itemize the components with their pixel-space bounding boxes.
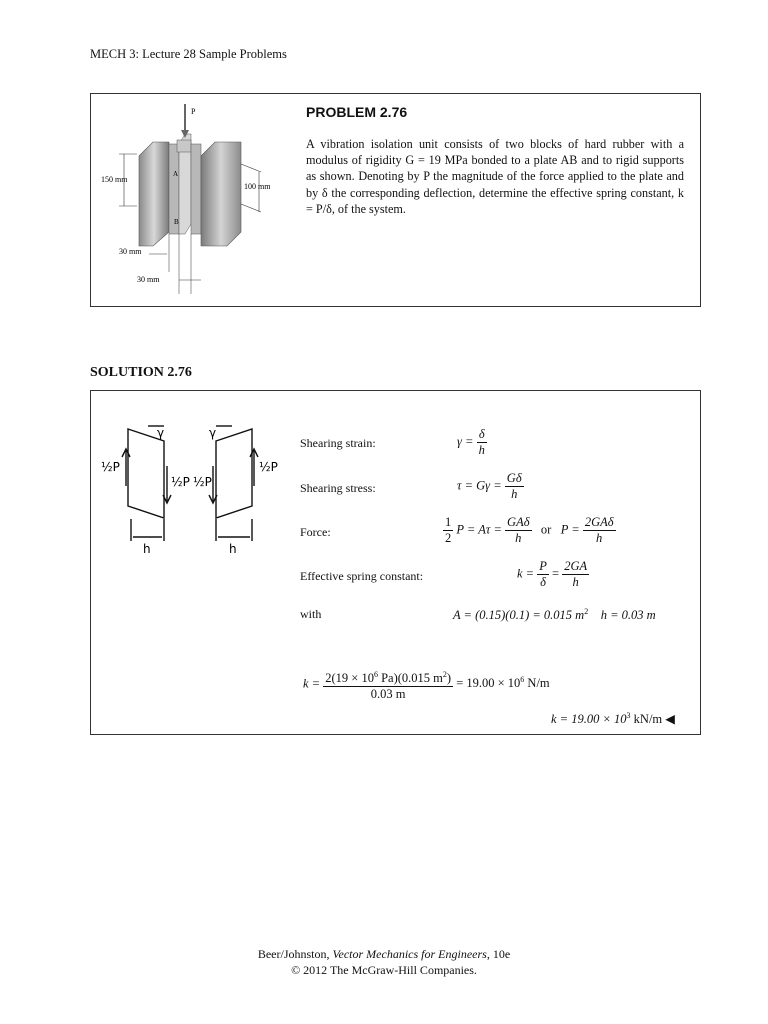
- rubber-block-figure: [91, 94, 306, 306]
- eq-final-num-exp2: 2: [442, 670, 447, 679]
- half-p-label-1: ½P: [101, 460, 120, 474]
- width2-label: 30 mm: [137, 275, 160, 284]
- gamma-label-2: γ: [209, 426, 217, 440]
- footer-line-1: [0, 946, 768, 962]
- eq-final-rhs-b: N/m: [524, 676, 550, 691]
- load-label: P: [191, 107, 196, 116]
- eq-stress-lhs: τ = Gγ =: [457, 478, 502, 493]
- footer-author: Beer/Johnston,: [257, 947, 333, 961]
- eq-k-num2: 2GA: [564, 559, 588, 573]
- depth-label: 100 mm: [244, 182, 271, 191]
- half-p-label-3: ½P: [193, 475, 212, 489]
- eq-final: [303, 667, 550, 702]
- eq-force-num2: 2GAδ: [584, 515, 614, 529]
- h-label-2: h: [229, 542, 237, 556]
- half-p-label-2: ½P: [171, 475, 190, 489]
- eq-k-lhs: k =: [517, 566, 535, 581]
- problem-title: PROBLEM 2.76: [306, 104, 408, 120]
- eq-final-rhs-exp: 6: [520, 675, 525, 685]
- solution-box: [90, 390, 701, 735]
- eq-strain-den: h: [478, 443, 485, 457]
- answer-a: k = 19.00 × 10: [551, 712, 627, 727]
- problem-text: A vibration isolation unit consists of two blocks of hard rubber with a modulus of rigidity G = 19 MPa bonded to a plate AB and to rigid supports as shown. Denoting by P the magnitude of the force applied to the plate and by δ the corresponding deflection, determine the effective spring constant, k = P/δ, of the system.: [306, 137, 684, 216]
- eq-stress: [457, 471, 524, 502]
- eq-force-den: h: [515, 531, 522, 545]
- eq-final-num-exp1: 6: [373, 670, 378, 679]
- footer-copyright: © 2012 The McGraw-Hill Companies.: [291, 963, 477, 977]
- point-a-label: A: [173, 170, 179, 178]
- eq-with-area: A = (0.15)(0.1) = 0.015 m: [453, 608, 585, 623]
- eq-k-num1: P: [539, 559, 547, 573]
- label-with: with: [300, 607, 322, 621]
- eq-strain-lhs: γ =: [457, 434, 474, 449]
- shear-sketch: [91, 391, 291, 561]
- eq-with: [453, 607, 656, 623]
- problem-box: [90, 93, 701, 307]
- half-p-label-4: ½P: [259, 460, 278, 474]
- eq-force-or: or: [540, 522, 552, 537]
- eq-force-num: GAδ: [507, 515, 530, 529]
- eq-final-num-a: 2(19 × 10: [325, 671, 374, 686]
- gamma-label-1: γ: [157, 426, 165, 440]
- eq-force-den2: h: [596, 531, 603, 545]
- eq-stress-den: h: [511, 487, 518, 501]
- eq-force: [443, 515, 616, 546]
- page-header: MECH 3: Lecture 28 Sample Problems: [90, 47, 287, 61]
- eq-strain-num: δ: [478, 427, 485, 441]
- label-shearing-stress: Shearing stress:: [300, 481, 376, 495]
- width1-label: 30 mm: [119, 247, 142, 256]
- eq-final-rhs-a: = 19.00 × 10: [456, 676, 521, 691]
- final-answer: [551, 711, 675, 727]
- eq-with-area-exp: 2: [584, 607, 589, 616]
- answer-b: kN/m ◀: [630, 712, 675, 727]
- eq-spring-constant: [517, 559, 589, 590]
- height-label: 150 mm: [101, 175, 128, 184]
- eq-final-num-c: ): [446, 671, 452, 686]
- eq-force-half-den: 2: [445, 531, 452, 545]
- footer: [0, 946, 768, 978]
- footer-edition: , 10e: [486, 947, 511, 961]
- eq-final-den: 0.03 m: [370, 687, 406, 702]
- point-b-label: B: [174, 218, 179, 226]
- eq-stress-num: Gδ: [506, 471, 522, 485]
- answer-exp: 3: [626, 711, 631, 720]
- eq-force-p: P =: [560, 522, 580, 537]
- eq-k-den1: δ: [540, 575, 546, 589]
- eq-with-h: h = 0.03 m: [600, 608, 656, 623]
- label-shearing-strain: Shearing strain:: [300, 436, 376, 450]
- eq-k-den2: h: [572, 575, 579, 589]
- eq-force-half-num: 1: [445, 515, 452, 529]
- solution-title: SOLUTION 2.76: [90, 365, 192, 380]
- label-force: Force:: [300, 525, 331, 539]
- eq-k-eq: =: [552, 566, 560, 581]
- h-label-1: h: [143, 542, 151, 556]
- eq-strain: [457, 427, 487, 458]
- eq-force-mid: P = Aτ =: [456, 522, 502, 537]
- eq-final-num-b: Pa)(0.015 m: [377, 671, 443, 686]
- eq-final-lhs: k =: [303, 676, 321, 691]
- footer-book-title: Vector Mechanics for Engineers: [332, 947, 487, 961]
- label-spring-constant: Effective spring constant:: [300, 569, 424, 583]
